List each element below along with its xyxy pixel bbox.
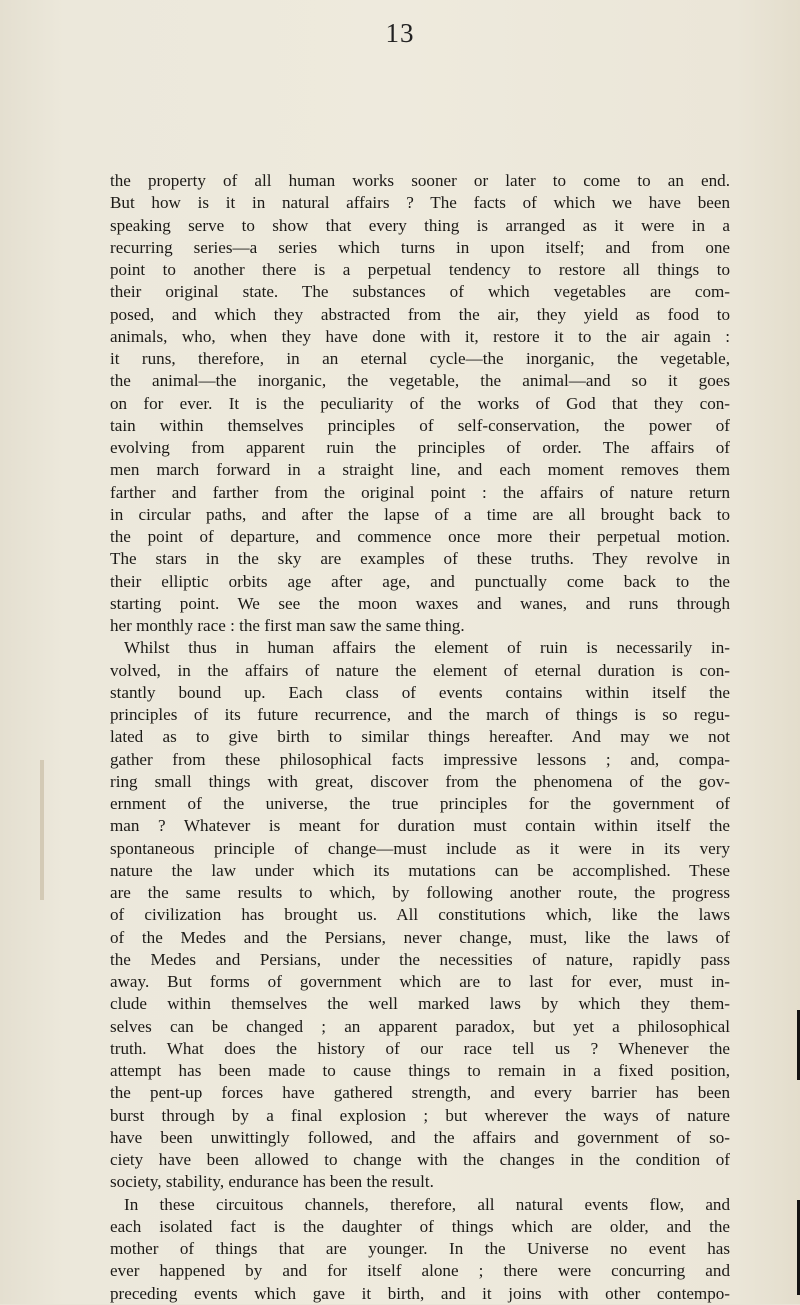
text-line: But how is it in natural affairs ? The facts of which we have been	[110, 193, 730, 213]
text-line: recurring series—a series which turns in upon itself; and from one	[110, 237, 730, 257]
text-line: the property of all human works sooner or later to come to an end.	[110, 171, 730, 190]
text-line: clude within themselves the well marked laws by which they them-	[110, 994, 730, 1014]
text-line: each isolated fact is the daughter of things which are older, and the	[110, 1216, 730, 1236]
text-line: her monthly race : the first man saw the same thing.	[110, 616, 465, 635]
text-line: on for ever. It is the peculiarity of the works of God that they con-	[110, 393, 730, 413]
text-line: posed, and which they abstracted from the air, they yield as food to	[110, 304, 730, 324]
text-line: men march forward in a straight line, and each moment removes them	[110, 460, 730, 480]
text-line: the Medes and Persians, under the necessities of nature, rapidly pass	[110, 949, 730, 969]
text-line: lated as to give birth to similar things hereafter. And may we not	[110, 727, 730, 747]
text-line: mother of things that are younger. In the Universe no event has	[110, 1239, 730, 1258]
text-line: animals, who, when they have done with it, restore it to the air again :	[110, 326, 730, 346]
text-line: ring small things with great, discover from the phenomena of the gov-	[110, 771, 730, 791]
text-line: truth. What does the history of our race tell us ? Whenever the	[110, 1038, 730, 1058]
text-line: preceding events which gave it birth, and it joins with other contempo-	[110, 1283, 730, 1303]
text-line: man ? Whatever is meant for duration must contain within itself the	[110, 816, 730, 836]
text-line: evolving from apparent ruin the principles of order. The affairs of	[110, 438, 730, 457]
text-line: of the Medes and the Persians, never change, must, like the laws of	[110, 927, 730, 947]
text-line: spontaneous principle of change—must include as it were in its very	[110, 838, 730, 858]
text-line: gather from these philosophical facts impressive lessons ; and, compa-	[110, 749, 730, 769]
text-line: ciety have been allowed to change with the changes in the condition of	[110, 1150, 730, 1169]
text-line: In these circuitous channels, therefore, all natural events flow, and	[124, 1194, 730, 1214]
margin-shadow	[40, 760, 44, 900]
text-line: nature the law under which its mutations can be accomplished. These	[110, 860, 730, 880]
text-line: the point of departure, and commence once more their perpetual motion.	[110, 527, 730, 546]
page-number: 13	[385, 18, 415, 48]
text-line: ernment of the universe, the true principles for the government of	[110, 794, 730, 813]
text-line: of civilization has brought us. All constitutions which, like the laws	[110, 905, 730, 925]
text-line: the pent-up forces have gathered strength, and every barrier has been	[110, 1083, 730, 1103]
text-line: principles of its future recurrence, and the march of things is so regu-	[110, 705, 730, 724]
text-line: ever happened by and for itself alone ; there were concurring and	[110, 1261, 730, 1281]
text-line: attempt has been made to cause things to remain in a fixed position,	[110, 1061, 730, 1080]
text-line: the animal—the inorganic, the vegetable, the animal—and so it goes	[110, 371, 730, 391]
text-line: point to another there is a perpetual tendency to restore all things to	[110, 260, 730, 279]
text-line: their elliptic orbits age after age, and punctually come back to the	[110, 571, 730, 591]
text-line: farther and farther from the original point : the affairs of nature return	[110, 482, 730, 502]
text-line: stantly bound up. Each class of events contains within itself the	[110, 682, 730, 702]
text-line: in circular paths, and after the lapse of a time are all brought back to	[110, 504, 730, 524]
text-line: volved, in the affairs of nature the element of eternal duration is con-	[110, 660, 730, 680]
body-text	[110, 170, 730, 1305]
text-line: speaking serve to show that every thing is arranged as it were in a	[110, 215, 730, 235]
text-line: Whilst thus in human affairs the element of ruin is necessarily in-	[124, 638, 730, 658]
text-line: away. But forms of government which are to last for ever, must in-	[110, 972, 730, 991]
text-line: burst through by a final explosion ; but wherever the ways of nature	[110, 1105, 730, 1125]
text-line: their original state. The substances of which vegetables are com-	[110, 282, 730, 302]
text-line: The stars in the sky are examples of these truths. They revolve in	[110, 549, 730, 569]
text-line: it runs, therefore, in an eternal cycle—the inorganic, the vegetable,	[110, 349, 730, 368]
text-line: are the same results to which, by following another route, the progress	[110, 883, 730, 902]
text-line: tain within themselves principles of self-conservation, the power of	[110, 415, 730, 435]
text-line: selves can be changed ; an apparent paradox, but yet a philosophical	[110, 1016, 730, 1036]
text-line: have been unwittingly followed, and the affairs and government of so-	[110, 1127, 730, 1147]
text-line: starting point. We see the moon waxes and wanes, and runs through	[110, 593, 730, 613]
text-line: society, stability, endurance has been the result.	[110, 1172, 434, 1192]
